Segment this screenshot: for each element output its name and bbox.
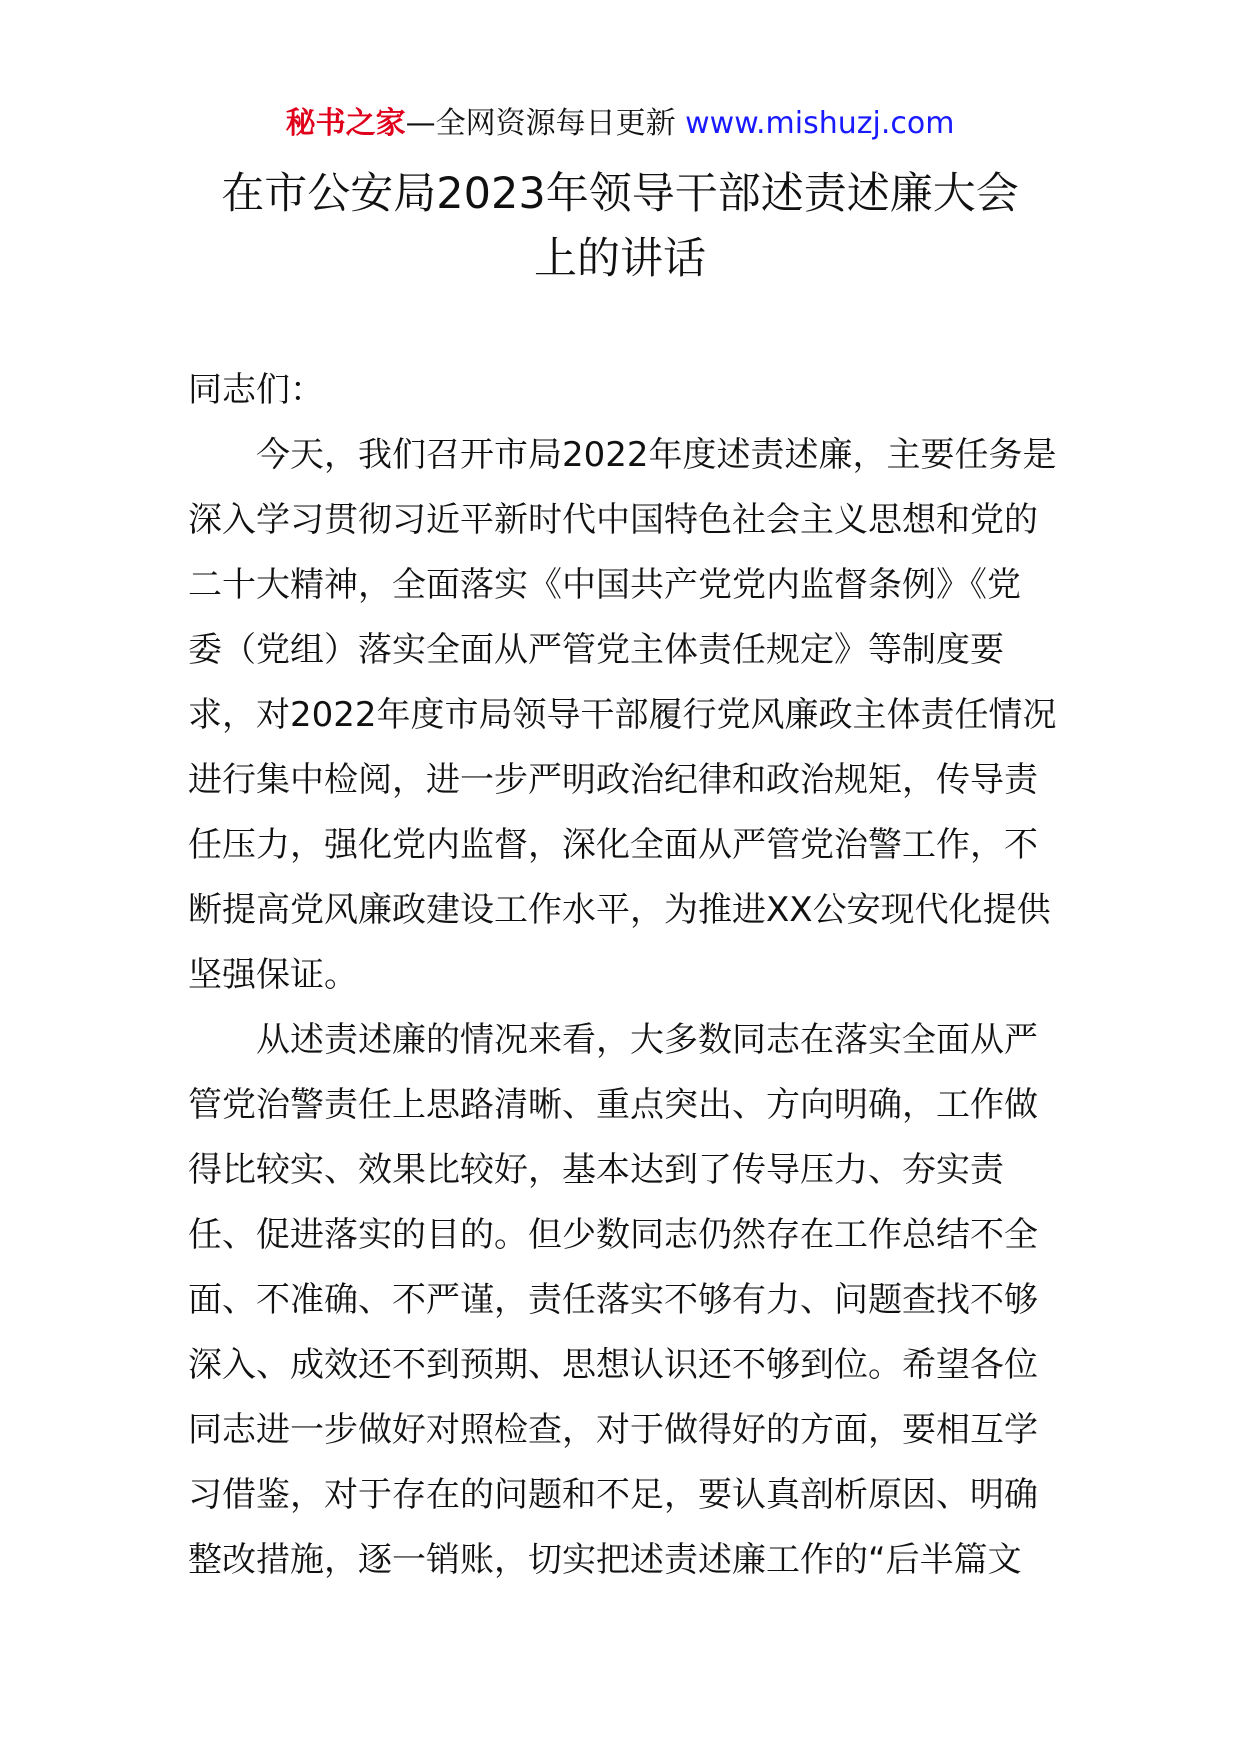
paragraph-line: 深入、成效还不到预期、思想认识还不够到位。希望各位 bbox=[188, 1345, 1038, 1385]
paragraph-line: 委（党组）落实全面从严管党主体责任规定》等制度要 bbox=[188, 630, 1004, 670]
paragraph-line: 今天，我们召开市局2022年度述责述廉，主要任务是 bbox=[256, 435, 1057, 475]
paragraph-line: 从述责述廉的情况来看，大多数同志在落实全面从严 bbox=[256, 1020, 1038, 1060]
paragraph-2 bbox=[188, 1008, 1064, 1593]
header-tagline: —全网资源每日更新 bbox=[405, 106, 686, 141]
brand-name: 秘书之家 bbox=[285, 106, 406, 141]
paragraph-line: 同志进一步做好对照检查，对于做得好的方面，要相互学 bbox=[188, 1410, 1038, 1450]
document-body bbox=[188, 358, 1064, 1593]
paragraph-line: 得比较实、效果比较好，基本达到了传导压力、夯实责 bbox=[188, 1150, 1004, 1190]
paragraph-1 bbox=[188, 423, 1064, 1008]
site-header bbox=[0, 100, 1240, 148]
document-title bbox=[180, 162, 1060, 292]
paragraph-line: 二十大精神，全面落实《中国共产党党内监督条例》《党 bbox=[188, 565, 1021, 605]
salutation: 同志们： bbox=[188, 370, 324, 410]
paragraph-line: 任、促进落实的目的。但少数同志仍然存在工作总结不全 bbox=[188, 1215, 1038, 1255]
paragraph-line: 面、不准确、不严谨，责任落实不够有力、问题查找不够 bbox=[188, 1280, 1038, 1320]
paragraph-line: 管党治警责任上思路清晰、重点突出、方向明确，工作做 bbox=[188, 1085, 1038, 1125]
site-url-link[interactable]: www.mishuzj.com bbox=[685, 106, 955, 141]
paragraph-line: 任压力，强化党内监督，深化全面从严管党治警工作，不 bbox=[188, 825, 1038, 865]
title-line-2: 上的讲话 bbox=[534, 234, 706, 284]
paragraph-line: 断提高党风廉政建设工作水平，为推进XX公安现代化提供 bbox=[188, 890, 1051, 930]
paragraph-line: 进行集中检阅，进一步严明政治纪律和政治规矩，传导责 bbox=[188, 760, 1038, 800]
paragraph-line: 整改措施，逐一销账，切实把述责述廉工作的“后半篇文 bbox=[188, 1540, 1022, 1580]
title-line-1: 在市公安局2023年领导干部述责述廉大会 bbox=[221, 169, 1019, 219]
paragraph-line: 习借鉴，对于存在的问题和不足，要认真剖析原因、明确 bbox=[188, 1475, 1038, 1515]
paragraph-line: 深入学习贯彻习近平新时代中国特色社会主义思想和党的 bbox=[188, 500, 1038, 540]
paragraph-line: 坚强保证。 bbox=[188, 955, 358, 995]
paragraph-line: 求，对2022年度市局领导干部履行党风廉政主体责任情况 bbox=[188, 695, 1057, 735]
